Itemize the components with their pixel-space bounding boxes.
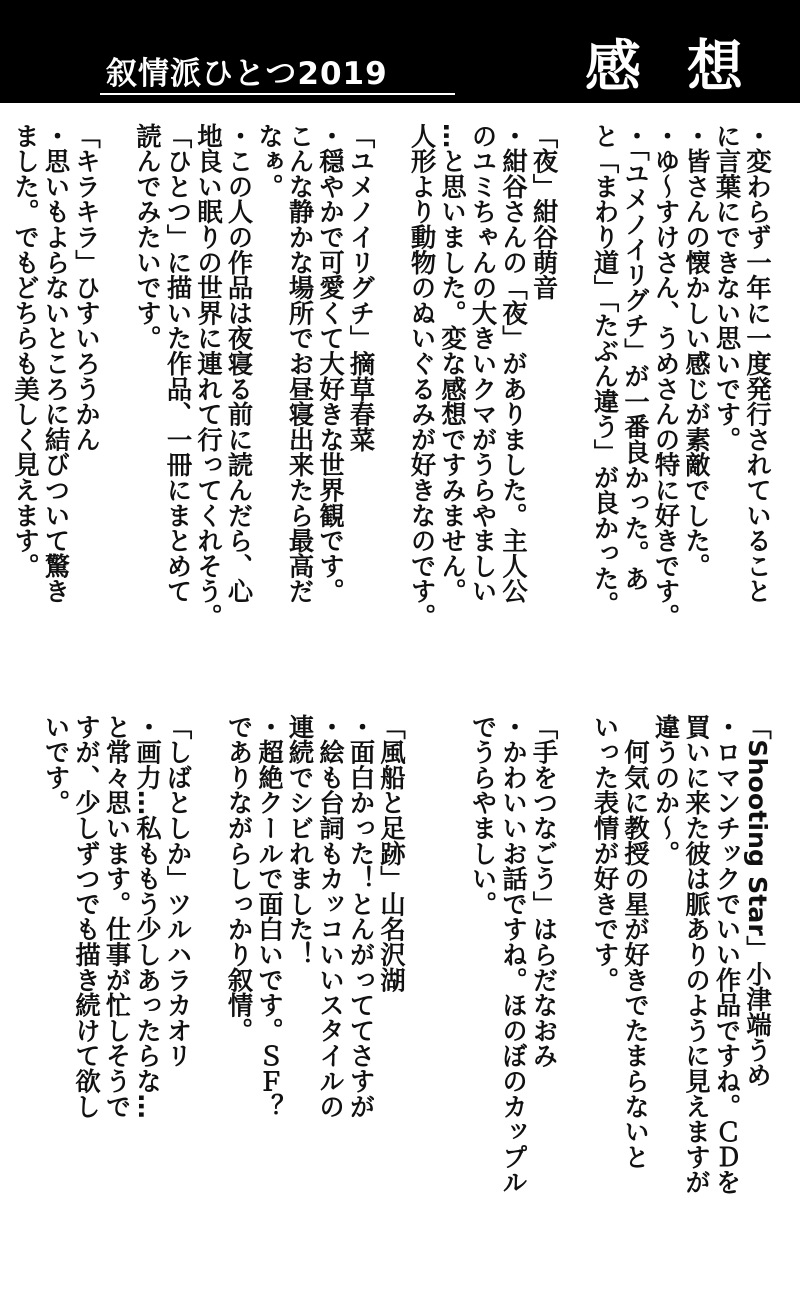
text-line: 「夜」紺谷萌音 (529, 123, 559, 301)
text-line: 「風船と足跡」山名沢湖 (377, 714, 406, 993)
text-line: ・かわいいお話ですね。ほのぼのカップル (499, 714, 528, 1195)
text-line: すが、少しずつでも描き続けて欲し (72, 714, 101, 1119)
text-line: と「まわり道」「たぶん違う」が良かった。 (590, 123, 620, 617)
text-line: ・絵も台詞もカッコいいスタイルの (316, 714, 345, 1119)
text-line: ・皆さんの懐かしい感じが素敵でした。 (682, 123, 711, 579)
title-underline (100, 93, 455, 95)
text-line: ました。でもどちらも美しく見えます。 (11, 123, 40, 579)
text-line: ・画力…私ももう少しあったらな… (133, 714, 162, 1119)
text-line: ・面白かった！とんがっててさすが (346, 714, 376, 1119)
text-line: こんな静かな場所でお昼寝出来たら最高だ (285, 123, 315, 604)
text-line (408, 714, 437, 739)
text-line: いです。 (41, 714, 71, 816)
review-text-bottom (40, 714, 772, 1274)
text-line (377, 123, 406, 148)
text-line: 買いに来た彼は脈ありのように見えますが (682, 714, 711, 1195)
text-line: 違うのか～。 (651, 714, 681, 866)
text-line: 人形より動物のぬいぐるみが好きなのです。 (407, 123, 437, 629)
text-line (560, 123, 589, 148)
text-line: なぁ。 (255, 123, 284, 199)
text-line (103, 123, 132, 148)
zine-title: 叙情派ひとつ2019 (106, 56, 388, 92)
text-line: 「ユメノイリグチ」摘草春菜 (346, 123, 376, 452)
text-line: ・この人の作品は夜寝る前に読んだら、心 (224, 123, 254, 604)
page-heading: 感想 (585, 35, 789, 100)
text-line: いった表情が好きです。 (590, 714, 620, 993)
text-line: ・超絶クールで面白いです。ＳＦ？ (255, 714, 284, 1119)
text-line: のユミちゃんの大きいクマがうらやましい (468, 123, 498, 604)
text-line: ・思いもよらないところに結びついて驚き (41, 123, 71, 604)
text-line: 「キラキラ」ひすいろうかん (72, 123, 101, 452)
text-line: 「しばとしか」ツルハラカオリ (163, 714, 193, 1069)
text-line: …と思いました。変な感想ですみません。 (438, 123, 467, 604)
text-line: 何気に教授の星が好きでたまらないと (621, 714, 650, 1170)
review-text-top (10, 123, 773, 663)
text-line: 読んでみたいです。 (133, 123, 162, 351)
text-line: ・ロマンチックでいい作品ですね。ＣＤを (712, 714, 742, 1195)
text-line: に言葉にできない思いです。 (712, 123, 742, 452)
text-line: でうらやましい。 (468, 714, 498, 917)
text-line: ・紺谷さんの「夜」がありました。主人公 (499, 123, 528, 604)
text-line: ・「ユメノイリグチ」が一番良かった。あ (621, 123, 650, 592)
header-band (0, 0, 800, 103)
text-line: 「手をつなごう」はらだなおみ (529, 714, 559, 1069)
text-line: ・穏やかで可愛くて大好きな世界観です。 (316, 123, 345, 604)
text-line: ・変わらず一年に一度発行されていること (743, 123, 772, 604)
text-line: と常々思います。仕事が忙しそうで (102, 714, 132, 1119)
text-line: でありながらしっかり叙情。 (224, 714, 254, 1043)
text-line: 地良い眠りの世界に連れて行ってくれそう。 (194, 123, 223, 629)
text-line: 連続でシビれました！ (285, 714, 315, 967)
text-line (438, 714, 467, 739)
text-line: ・ゆ～すけさん、うめさんの特に好きです。 (651, 123, 681, 629)
text-line: 「ひとつ」に描いた作品、一冊にまとめて (163, 123, 193, 604)
text-line: 「Shooting Star」小津端うめ (743, 714, 772, 1088)
text-line (194, 714, 223, 739)
text-line (560, 714, 589, 739)
